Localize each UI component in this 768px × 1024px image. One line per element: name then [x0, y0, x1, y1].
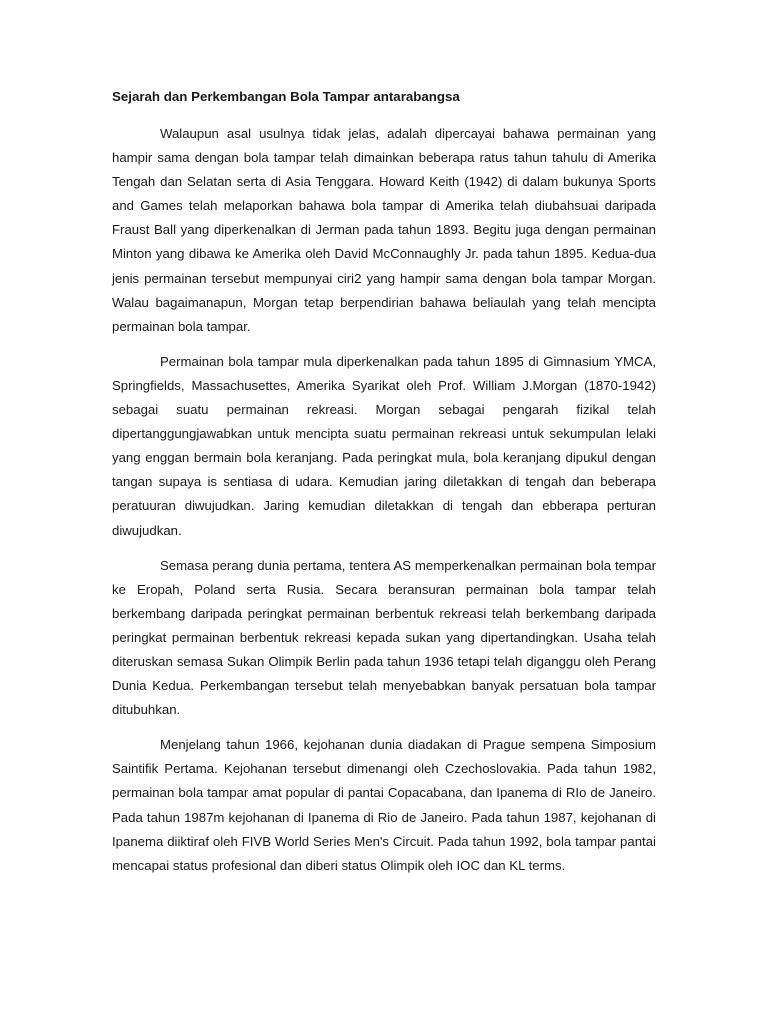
paragraph-4: Menjelang tahun 1966, kejohanan dunia diadakan di Prague sempena Simposium Saintifik Pertama. Kejohanan tersebut dimenangi oleh Czechoslovakia. Pada tahun 1982, permainan bola tampar amat popular di pantai Copacabana, dan Ipanema di RIo de Janeiro. Pada tahun 1987m kejohanan di Ipanema di Rio de Janeiro. Pada tahun 1987, kejohanan di Ipanema diiktiraf oleh FIVB World Series Men's Circuit. Pada tahun 1992, bola tampar pantai mencapai status profesional dan diberi status Olimpik oleh IOC dan KL terms. [112, 737, 656, 873]
document-title: Sejarah dan Perkembangan Bola Tampar antarabangsa [112, 89, 460, 104]
paragraph-3: Semasa perang dunia pertama, tentera AS memperkenalkan permainan bola tempar ke Eropah, Poland serta Rusia. Secara beransuran permainan bola tampar telah berkembang daripada peringkat permainan berbentuk rekreasi telah berkembang daripada peringkat permainan berbentuk rekreasi kepada sukan yang dipertandingkan. Usaha telah diteruskan semasa Sukan Olimpik Berlin pada tahun 1936 tetapi telah diganggu oleh Perang Dunia Kedua. Perkembangan tersebut telah menyebabkan banyak persatuan bola tampar ditubuhkan. [112, 557, 656, 718]
paragraph-1: Walaupun asal usulnya tidak jelas, adalah dipercayai bahawa permainan yang hampir sama dengan bola tampar telah dimainkan beberapa ratus tahun tahulu di Amerika Tengah dan Selatan serta di Asia Tenggara. Howard Keith (1942) di dalam bukunya Sports and Games telah melaporkan bahawa bola tampar di Amerika telah diubahsuai daripada Fraust Ball yang diperkenalkan di Jerman pada tahun 1893. Begitu juga dengan permainan Minton yang dibawa ke Amerika oleh David McConnaughly Jr. pada tahun 1895. Kedua-dua jenis permainan tersebut mempunyai ciri2 yang hampir sama dengan bola tampar Morgan. Walau bagaimanapun, Morgan tetap berpendirian bahawa beliaulah yang telah mencipta permainan bola tampar. [112, 126, 656, 334]
document-page [112, 88, 656, 878]
paragraph-2: Permainan bola tampar mula diperkenalkan pada tahun 1895 di Gimnasium YMCA, Springfields, Massachusettes, Amerika Syarikat oleh Prof. William J.Morgan (1870-1942) sebagai suatu permainan rekreasi. Morgan sebagai pengarah fizikal telah dipertanggungjawabkan untuk mencipta suatu permainan rekreasi untuk sekumpulan lelaki yang enggan bermain bola keranjang. Pada peringkat mula, bola keranjang dipukul dengan tangan supaya is sentiasa di udara. Kemudian jaring diletakkan di tengah dan beberapa peratuuran diwujudkan. Jaring kemudian diletakkan di tengah dan ebberapa perturan diwujudkan. [112, 353, 656, 538]
